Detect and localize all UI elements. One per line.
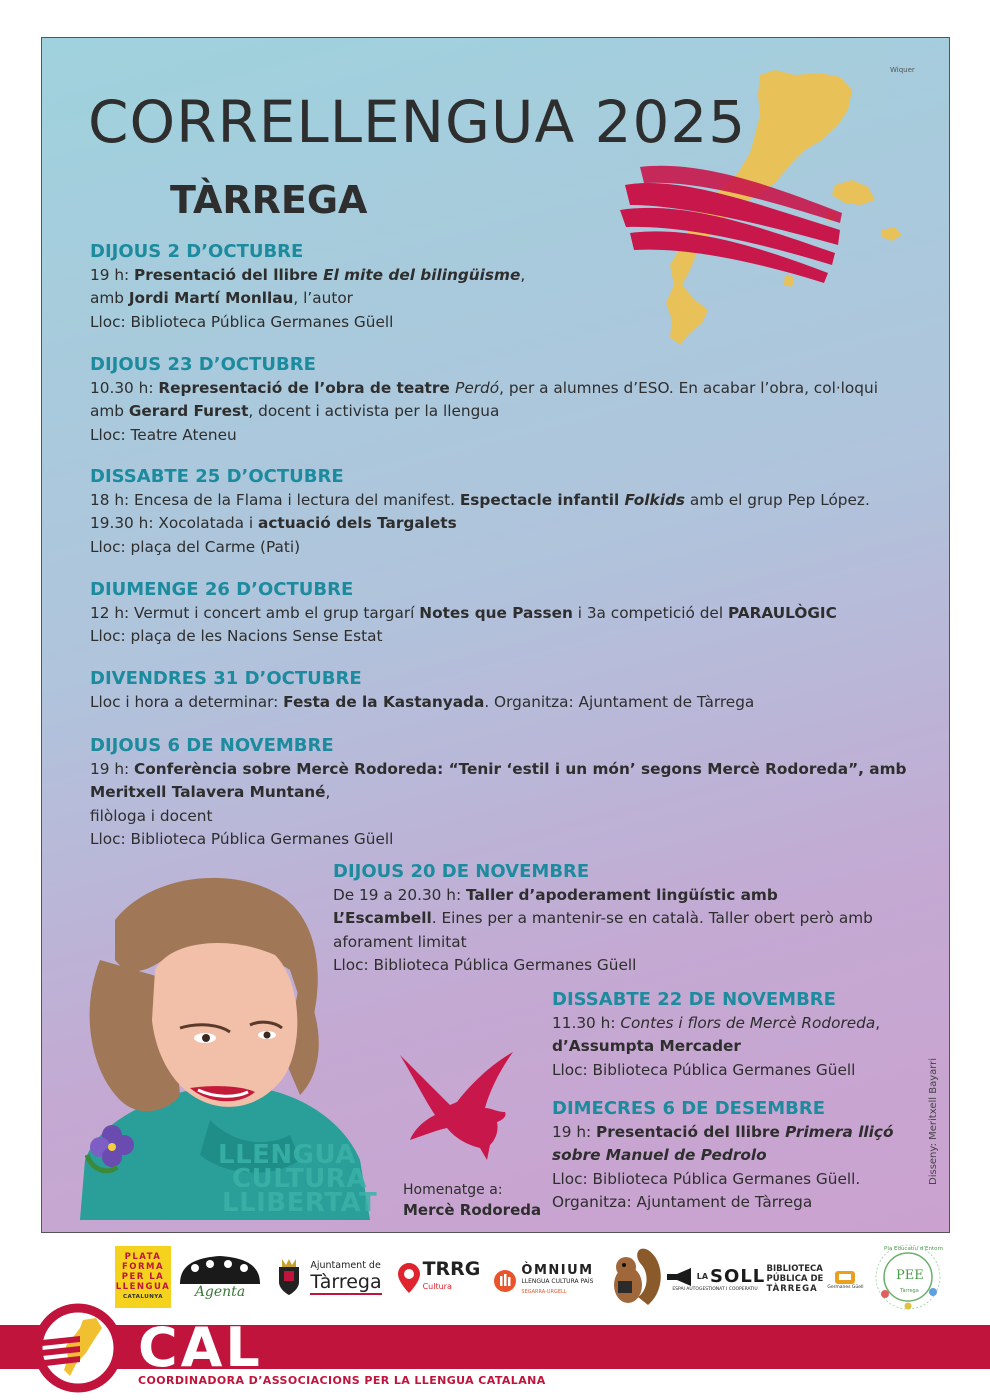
event-text: . Eines per a mantenir-se en català. Taller obert però amb: [431, 909, 873, 928]
event-6: [90, 734, 906, 851]
event-text: actuació dels Targalets: [258, 514, 457, 533]
event-text: Lloc: plaça del Carme (Pati): [90, 537, 301, 556]
event-5: [90, 667, 754, 714]
omnium-label: ÒMNIUM: [521, 1262, 594, 1278]
biblioteca-label: PÚBLICA DE: [766, 1274, 824, 1284]
event-text: PARAULÒGIC: [727, 604, 837, 622]
homenatge-label: Homenatge a:: [403, 1182, 503, 1198]
agenta-label: Agenta: [194, 1284, 246, 1300]
event-text: Espectacle infantil: [459, 491, 625, 509]
event-text: Lloc i hora a determinar:: [90, 693, 284, 711]
trrg-label: TRRG: [422, 1258, 481, 1280]
cultura-label: Cultura: [422, 1282, 452, 1291]
biblioteca-label: BIBLIOTECA: [766, 1264, 823, 1274]
squirrel-icon: [608, 1245, 664, 1307]
event-line: [552, 1035, 880, 1058]
event-line: [552, 1059, 880, 1082]
event-text: 11.30 h:: [552, 1014, 621, 1032]
event-text: , l’autor: [293, 289, 353, 308]
event-text: Jordi Martí Monllau: [128, 289, 294, 308]
event-text: ,: [325, 783, 331, 802]
event-line: [90, 512, 870, 535]
cal-full-name: COORDINADORA D’ASSOCIACIONS PER LA LLENGUA CATALANA: [138, 1374, 546, 1387]
event-text: 18 h: Encesa de la Flama i lectura del manifest.: [90, 491, 460, 509]
event-text: Conferència sobre Mercè Rodoreda: “Tenir ‘estil i un món’ segons Mercè Rodoreda”, amb: [134, 760, 907, 778]
event-text: 19 h:: [90, 760, 135, 778]
event-text: amb: [90, 402, 129, 421]
event-line: [90, 536, 870, 559]
event-7: [333, 860, 873, 977]
crowd-icon: [180, 1254, 260, 1284]
event-line: [90, 625, 837, 648]
event-text: Primera lliçó: [785, 1123, 894, 1141]
event-text: , docent i activista per la llengua: [248, 402, 500, 421]
event-text: , per a alumnes d’ESO. En acabar l’obra, col·loqui: [499, 379, 878, 397]
event-text: sobre Manuel de Pedrolo: [552, 1146, 767, 1165]
slogan-line: LLENGUA: [218, 1140, 356, 1170]
coat-of-arms-icon: [274, 1257, 304, 1297]
event-text: d’Assumpta Mercader: [552, 1037, 741, 1056]
cal-circle-logo: [28, 1298, 128, 1398]
plataforma-line: LLENGUA: [115, 1282, 171, 1292]
biblioteca-label: TÀRREGA: [766, 1284, 818, 1294]
event-text: amb: [90, 289, 129, 308]
plataforma-line: FORMA: [121, 1262, 165, 1272]
event-2: [90, 353, 878, 447]
event-text: ,: [520, 266, 526, 284]
event-date: DIJOUS 23 D’OCTUBRE: [90, 354, 316, 375]
map-credit: Wiquer: [890, 66, 915, 74]
event-text: Taller d’apoderament lingüístic amb: [465, 886, 778, 904]
event-8: [552, 988, 880, 1082]
germanes-guell-label: Germanes Güell: [827, 1284, 864, 1290]
event-line: [90, 602, 837, 625]
event-text: Lloc: Teatre Ateneu: [90, 425, 237, 444]
event-text: Organitza: Ajuntament de Tàrrega: [552, 1192, 813, 1211]
homenatge: [403, 1180, 541, 1220]
event-line: [90, 828, 906, 851]
poster-title: CORRELLENGUA 2025: [88, 88, 747, 156]
ajuntament-label: Ajuntament de: [310, 1259, 381, 1271]
event-text: 10.30 h:: [90, 379, 159, 397]
event-text: Lloc: plaça de les Nacions Sense Estat: [90, 627, 383, 646]
event-text: Notes que Passen: [419, 604, 573, 622]
megaphone-icon: [665, 1267, 695, 1287]
la-label: LA: [696, 1272, 709, 1281]
event-text: 19.30 h: Xocolatada i: [90, 514, 259, 533]
slogan-line: CULTURA: [232, 1164, 367, 1194]
squirrel-logo: [607, 1244, 665, 1308]
book-icon: [834, 1269, 856, 1285]
pee-town: Tàrrega: [900, 1288, 919, 1294]
event-line: [333, 884, 873, 907]
event-9: [552, 1097, 894, 1214]
event-text: Lloc: Biblioteca Pública Germanes Güell.: [552, 1169, 861, 1188]
event-date: DIMECRES 6 DE DESEMBRE: [552, 1098, 826, 1119]
event-text: ,: [875, 1014, 881, 1032]
event-text: L’Escambell: [333, 909, 432, 928]
event-text: Lloc: Biblioteca Pública Germanes Güell: [90, 312, 394, 331]
event-line: [90, 264, 525, 287]
la-soll-logo: [672, 1256, 766, 1302]
event-line: [90, 287, 525, 310]
event-line: [90, 400, 878, 423]
event-text: aforament limitat: [333, 932, 467, 951]
event-text: El mite del bilingüisme: [323, 266, 521, 284]
event-text: De 19 a 20.30 h:: [333, 886, 466, 904]
event-text: Lloc: Biblioteca Pública Germanes Güell: [552, 1060, 856, 1079]
event-date: DIUMENGE 26 D’OCTUBRE: [90, 579, 354, 600]
event-date: DIJOUS 20 DE NOVEMBRE: [333, 861, 590, 882]
event-line: [552, 1191, 894, 1214]
event-text: Presentació del llibre: [134, 266, 324, 284]
soll-label: SOLL: [710, 1266, 766, 1287]
omnium-bars-icon: [494, 1270, 516, 1292]
trrg-cultura-logo: [396, 1258, 482, 1298]
slogan-line: LLIBERTAT: [222, 1188, 378, 1218]
event-line: [333, 954, 873, 977]
omnium-branch: SEGARRA-URGELL: [521, 1288, 567, 1295]
omnium-logo: [488, 1262, 600, 1300]
event-text: i 3a competició del: [572, 604, 728, 622]
event-text: Meritxell Talavera Muntané: [90, 783, 326, 802]
location-pin-icon: [398, 1263, 420, 1293]
tarrega-label: Tàrrega: [310, 1270, 382, 1293]
event-text: Perdó: [455, 379, 500, 397]
event-date: DISSABTE 22 DE NOVEMBRE: [552, 989, 836, 1010]
event-text: amb el grup Pep López.: [685, 491, 870, 509]
event-1: [90, 240, 525, 334]
event-line: [90, 424, 878, 447]
plataforma-line: CATALUNYA: [122, 1294, 164, 1300]
agenta-logo: [178, 1250, 262, 1304]
event-text: . Organitza: Ajuntament de Tàrrega: [484, 693, 755, 711]
poster-subtitle: TÀRREGA: [170, 178, 368, 222]
pee-label: PEE: [896, 1268, 924, 1283]
event-text: Presentació del llibre: [596, 1123, 786, 1141]
design-credit: Disseny: Meritxell Bayarri: [928, 1057, 939, 1185]
event-line: [552, 1012, 880, 1035]
red-dove-icon: [395, 1050, 515, 1160]
event-line: [90, 805, 906, 828]
event-text: Folkids: [624, 491, 686, 509]
event-line: [90, 311, 525, 334]
plataforma-line: PER LA: [121, 1272, 165, 1282]
biblioteca-tarrega-logo: [765, 1256, 865, 1302]
event-line: [90, 758, 906, 781]
event-text: Lloc: Biblioteca Pública Germanes Güell: [333, 955, 637, 974]
event-text: Contes i flors de Mercè Rodoreda: [620, 1014, 876, 1032]
ajuntament-tarrega-logo: [270, 1254, 386, 1300]
event-line: [552, 1144, 894, 1167]
event-text: Representació de l’obra de teatre: [158, 379, 456, 397]
event-text: Festa de la Kastanyada: [283, 693, 485, 711]
slogan: [218, 1140, 378, 1218]
cal-wordmark: CAL: [138, 1316, 263, 1379]
event-text: 19 h:: [90, 266, 135, 284]
event-text: 19 h:: [552, 1123, 597, 1141]
event-date: DIJOUS 2 D’OCTUBRE: [90, 241, 304, 262]
event-line: [552, 1168, 894, 1191]
sponsor-logos: [0, 1240, 990, 1320]
soll-tagline: ESPAI AUTOGESTIONAT I COOPERATIU: [672, 1287, 758, 1292]
event-text: Lloc: Biblioteca Pública Germanes Güell: [90, 829, 394, 848]
homenatge-name: Mercè Rodoreda: [403, 1201, 542, 1219]
event-line: [90, 489, 870, 512]
event-line: [90, 377, 878, 400]
event-date: DIVENDRES 31 D’OCTUBRE: [90, 668, 362, 689]
event-text: 12 h: Vermut i concert amb el grup targarí: [90, 604, 420, 622]
event-text: filòloga i docent: [90, 806, 213, 825]
event-date: DIJOUS 6 DE NOVEMBRE: [90, 735, 334, 756]
event-line: [90, 691, 754, 714]
event-line: [552, 1121, 894, 1144]
event-line: [333, 907, 873, 930]
event-text: Gerard Furest: [128, 402, 249, 421]
event-line: [90, 781, 906, 804]
omnium-tagline: LLENGUA CULTURA PAÍS: [521, 1277, 594, 1285]
event-line: [333, 931, 873, 954]
event-4: [90, 578, 837, 649]
plataforma-line: PLATA: [124, 1252, 162, 1262]
event-3: [90, 465, 870, 559]
pee-tagline: Pla Educatiu d’Entorn: [884, 1246, 944, 1252]
event-date: DISSABTE 25 D’OCTUBRE: [90, 466, 344, 487]
pee-logo: [872, 1242, 944, 1312]
